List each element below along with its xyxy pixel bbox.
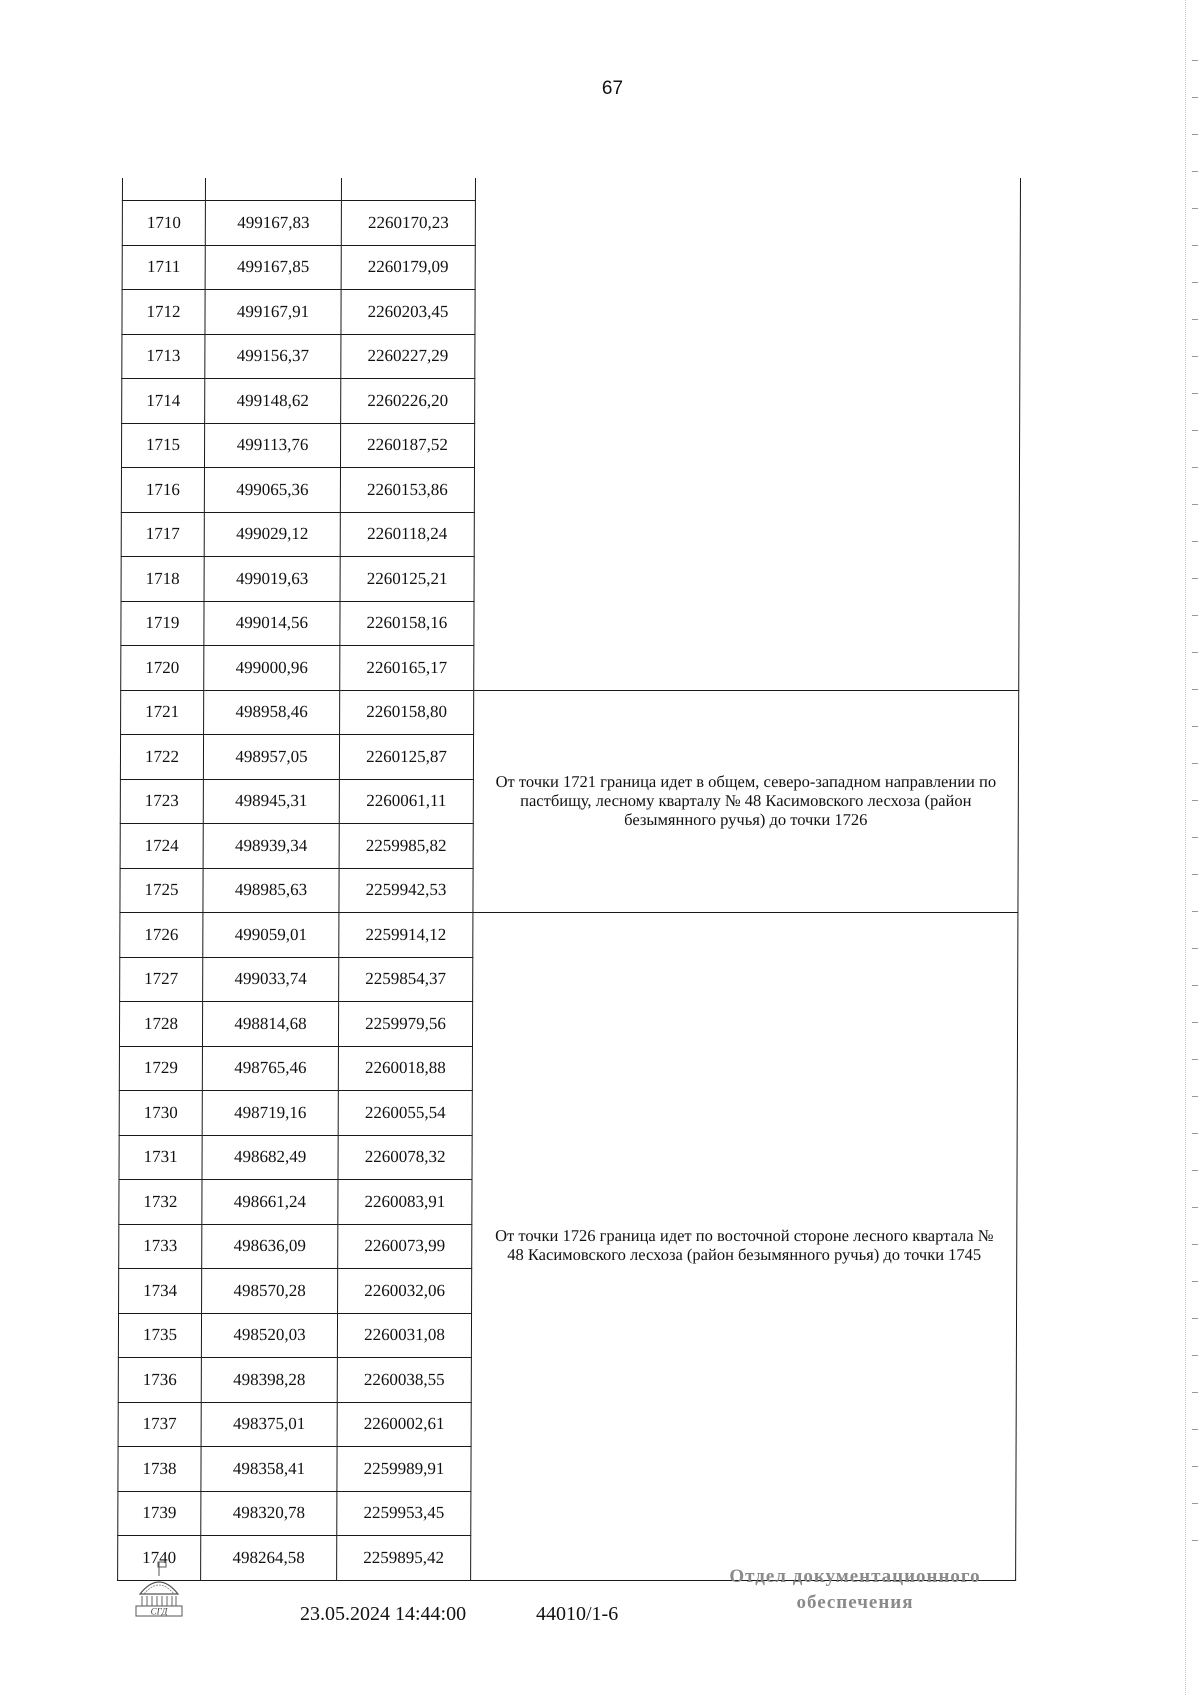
y-coordinate-cell: 2259854,37 [339, 957, 473, 1002]
stamp-line-1: Отдел документационного [729, 1566, 981, 1587]
y-coordinate-cell: 2259989,91 [337, 1447, 471, 1492]
x-coordinate-cell: 499065,36 [204, 468, 340, 513]
table-row [122, 201, 1020, 246]
x-coordinate-cell: 499033,74 [203, 957, 339, 1002]
scan-edge-tick [1192, 245, 1198, 246]
y-coordinate-cell: 2259953,45 [337, 1491, 471, 1536]
x-coordinate-cell: 498814,68 [202, 1002, 338, 1047]
point-number-cell: 1725 [120, 868, 203, 913]
scan-edge-tick [1192, 1281, 1198, 1282]
point-number-cell: 1721 [121, 690, 204, 735]
y-coordinate-cell: 2260118,24 [340, 512, 474, 557]
x-coordinate-cell: 499014,56 [204, 601, 340, 646]
point-number-cell: 1730 [119, 1091, 202, 1136]
y-coordinate-cell: 2259979,56 [338, 1002, 472, 1047]
x-coordinate-cell: 499029,12 [204, 512, 340, 557]
scan-edge-tick [1192, 356, 1198, 357]
point-number-cell: 1718 [121, 557, 204, 602]
scan-edge-tick [1192, 1429, 1198, 1430]
scan-edge-tick [1192, 208, 1198, 209]
point-number-cell: 1724 [120, 824, 203, 869]
y-coordinate-cell: 2259942,53 [339, 868, 473, 913]
y-coordinate-cell: 2260002,61 [337, 1402, 471, 1447]
point-number-cell: 1720 [121, 646, 204, 691]
scan-edge-tick [1192, 1207, 1198, 1208]
table-continuation-row [122, 178, 1020, 201]
continuation-cell [475, 178, 1020, 201]
scan-edge-tick [1192, 1355, 1198, 1356]
point-number-cell: 1736 [118, 1358, 201, 1403]
point-number-cell: 1723 [120, 779, 203, 824]
point-number-cell: 1727 [120, 957, 203, 1002]
scan-edge-tick [1192, 282, 1198, 283]
x-coordinate-cell: 498375,01 [201, 1402, 337, 1447]
scan-edge-tick [1192, 578, 1198, 579]
scan-edge-tick [1192, 1503, 1198, 1504]
y-coordinate-cell: 2260187,52 [340, 423, 474, 468]
point-number-cell: 1735 [118, 1313, 201, 1358]
scan-edge-tick [1192, 985, 1198, 986]
point-number-cell: 1734 [119, 1269, 202, 1314]
y-coordinate-cell: 2259914,12 [339, 913, 473, 958]
scan-edge-tick [1192, 763, 1198, 764]
point-number-cell: 1717 [121, 512, 204, 557]
continuation-cell [122, 178, 205, 201]
table-row [121, 690, 1019, 735]
coordinates-table [117, 178, 1021, 1581]
scan-edge-tick [1192, 393, 1198, 394]
point-number-cell: 1738 [118, 1447, 201, 1492]
y-coordinate-cell: 2260158,80 [340, 690, 474, 735]
scan-edge-tick [1192, 430, 1198, 431]
y-coordinate-cell: 2260165,17 [340, 646, 474, 691]
boundary-description-cell: От точки 1726 граница идет по восточной стороне лесного квартала № 48 Касимовского лесхоза (район безымянного ручья) до точки 1745 [471, 913, 1018, 1581]
y-coordinate-cell: 2260125,21 [340, 557, 474, 602]
scan-edge-tick [1192, 874, 1198, 875]
y-coordinate-cell: 2260018,88 [338, 1046, 472, 1091]
scan-edge-margin [1185, 0, 1200, 1695]
x-coordinate-cell: 499148,62 [205, 379, 341, 424]
y-coordinate-cell: 2259985,82 [339, 824, 473, 869]
point-number-cell: 1719 [121, 601, 204, 646]
x-coordinate-cell: 498958,46 [204, 690, 340, 735]
scan-edge-tick [1192, 541, 1198, 542]
y-coordinate-cell: 2260170,23 [341, 201, 475, 246]
x-coordinate-cell: 498765,46 [202, 1046, 338, 1091]
x-coordinate-cell: 498985,63 [203, 868, 339, 913]
y-coordinate-cell: 2260031,08 [337, 1313, 471, 1358]
point-number-cell: 1740 [118, 1536, 201, 1581]
point-number-cell: 1733 [119, 1224, 202, 1269]
point-number-cell: 1716 [121, 468, 204, 513]
y-coordinate-cell: 2260125,87 [339, 735, 473, 780]
x-coordinate-cell: 499000,96 [204, 646, 340, 691]
x-coordinate-cell: 499167,85 [205, 245, 341, 290]
y-coordinate-cell: 2260078,32 [338, 1135, 472, 1180]
scan-edge-tick [1192, 504, 1198, 505]
continuation-cell [341, 178, 475, 201]
scan-edge-tick [1192, 1392, 1198, 1393]
x-coordinate-cell: 498398,28 [201, 1358, 337, 1403]
scan-edge-tick [1192, 319, 1198, 320]
scan-edge-tick [1192, 1133, 1198, 1134]
x-coordinate-cell: 499167,91 [205, 290, 341, 335]
scan-edge-tick [1192, 1466, 1198, 1467]
continuation-cell [205, 178, 341, 201]
x-coordinate-cell: 499019,63 [204, 557, 340, 602]
x-coordinate-cell: 498358,41 [201, 1447, 337, 1492]
y-coordinate-cell: 2260227,29 [341, 334, 475, 379]
x-coordinate-cell: 499113,76 [204, 423, 340, 468]
footer-document-code: 44010/1-6 [536, 1603, 619, 1625]
y-coordinate-cell: 2260158,16 [340, 601, 474, 646]
y-coordinate-cell: 2260038,55 [337, 1358, 471, 1403]
scan-edge-tick [1192, 1170, 1198, 1171]
scan-edge-tick [1192, 134, 1198, 135]
table-row [120, 913, 1018, 958]
x-coordinate-cell: 498939,34 [203, 824, 339, 869]
scan-edge-tick [1192, 726, 1198, 727]
point-number-cell: 1715 [121, 423, 204, 468]
scan-edge-tick [1192, 800, 1198, 801]
scan-edge-tick [1192, 1244, 1198, 1245]
x-coordinate-cell: 498719,16 [202, 1091, 338, 1136]
scan-edge-tick [1192, 1096, 1198, 1097]
x-coordinate-cell: 498661,24 [202, 1180, 338, 1225]
empty-description-cell [474, 201, 1021, 691]
x-coordinate-cell: 499167,83 [205, 201, 341, 246]
scan-edge-tick [1192, 97, 1198, 98]
y-coordinate-cell: 2259895,42 [337, 1536, 471, 1581]
x-coordinate-cell: 498264,58 [201, 1536, 337, 1581]
stamp-line-2: обеспечения [796, 1592, 914, 1613]
x-coordinate-cell: 498957,05 [203, 735, 339, 780]
scan-edge-tick [1192, 60, 1198, 61]
y-coordinate-cell: 2260073,99 [338, 1224, 472, 1269]
y-coordinate-cell: 2260153,86 [340, 468, 474, 513]
y-coordinate-cell: 2260203,45 [341, 290, 475, 335]
x-coordinate-cell: 498520,03 [201, 1313, 337, 1358]
svg-text:СГД: СГД [150, 1606, 168, 1617]
scan-edge-tick [1192, 615, 1198, 616]
boundary-description-cell: От точки 1721 граница идет в общем, северо-западном направлении по пастбищу, лесному кварталу № 48 Касимовского лесхоза (район безымянного ручья) до точки 1726 [473, 690, 1019, 913]
point-number-cell: 1726 [120, 913, 203, 958]
y-coordinate-cell: 2260179,09 [341, 245, 475, 290]
scan-edge-tick [1192, 1540, 1198, 1541]
scan-edge-tick [1192, 652, 1198, 653]
point-number-cell: 1713 [122, 334, 205, 379]
scan-edge-tick [1192, 1022, 1198, 1023]
y-coordinate-cell: 2260083,91 [338, 1180, 472, 1225]
x-coordinate-cell: 498636,09 [202, 1224, 338, 1269]
y-coordinate-cell: 2260226,20 [341, 379, 475, 424]
y-coordinate-cell: 2260061,11 [339, 779, 473, 824]
point-number-cell: 1739 [118, 1491, 201, 1536]
scan-edge-tick [1192, 171, 1198, 172]
scan-edge-tick [1192, 911, 1198, 912]
point-number-cell: 1737 [118, 1402, 201, 1447]
point-number-cell: 1732 [119, 1180, 202, 1225]
scan-edge-tick [1192, 837, 1198, 838]
footer-datetime: 23.05.2024 14:44:00 [300, 1603, 467, 1625]
point-number-cell: 1731 [119, 1135, 202, 1180]
scan-edge-tick [1192, 1318, 1198, 1319]
point-number-cell: 1714 [122, 379, 205, 424]
point-number-cell: 1711 [122, 245, 205, 290]
y-coordinate-cell: 2260032,06 [338, 1269, 472, 1314]
x-coordinate-cell: 498570,28 [202, 1269, 338, 1314]
scan-edge-tick [1192, 948, 1198, 949]
point-number-cell: 1712 [122, 290, 205, 335]
point-number-cell: 1728 [119, 1002, 202, 1047]
x-coordinate-cell: 498320,78 [201, 1491, 337, 1536]
x-coordinate-cell: 498682,49 [202, 1135, 338, 1180]
scan-edge-tick [1192, 467, 1198, 468]
point-number-cell: 1722 [120, 735, 203, 780]
y-coordinate-cell: 2260055,54 [338, 1091, 472, 1136]
point-number-cell: 1710 [122, 201, 205, 246]
page-number: 67 [601, 78, 624, 99]
scan-edge-tick [1192, 689, 1198, 690]
x-coordinate-cell: 499156,37 [205, 334, 341, 379]
department-stamp [700, 1564, 1010, 1616]
x-coordinate-cell: 499059,01 [203, 913, 339, 958]
point-number-cell: 1729 [119, 1046, 202, 1091]
x-coordinate-cell: 498945,31 [203, 779, 339, 824]
organization-logo-icon [128, 1560, 190, 1620]
scan-edge-tick [1192, 1059, 1198, 1060]
